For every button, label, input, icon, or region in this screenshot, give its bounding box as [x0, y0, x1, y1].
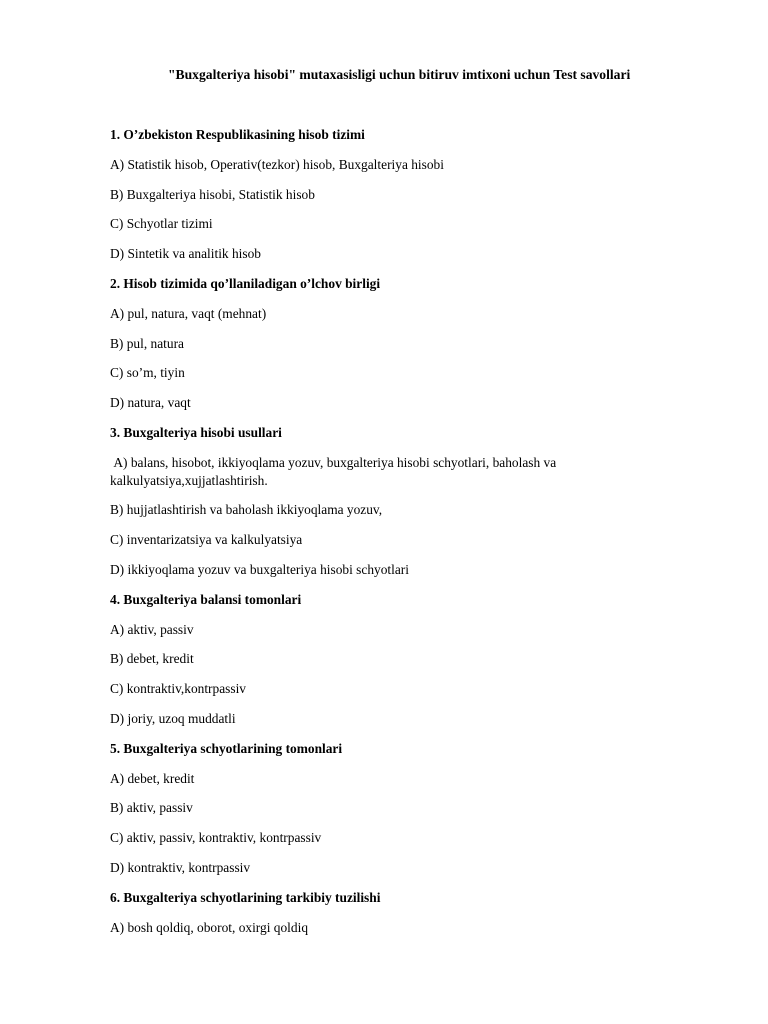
- answer-option: B) Buxgalteriya hisobi, Statistik hisob: [110, 186, 315, 202]
- answer-option: D) ikkiyoqlama yozuv va buxgalteriya hisobi schyotlari: [110, 561, 409, 577]
- question-heading: 1. O’zbekiston Respublikasining hisob tizimi: [110, 127, 365, 142]
- answer-option: B) pul, natura: [110, 335, 185, 351]
- answer-option: C) aktiv, passiv, kontraktiv, kontrpassiv: [110, 830, 322, 846]
- answer-option: D) Sintetik va analitik hisob: [110, 246, 261, 262]
- question-heading: 2. Hisob tizimida qo’llaniladigan o’lchov birligi: [110, 275, 381, 291]
- answer-option: B) aktiv, passiv: [110, 800, 193, 816]
- answer-option: D) natura, vaqt: [110, 395, 191, 411]
- answer-option: A) pul, natura, vaqt (mehnat): [110, 305, 267, 321]
- answer-option: C) so’m, tiyin: [110, 365, 185, 381]
- question-heading: 5. Buxgalteriya schyotlarining tomonlari: [110, 740, 343, 756]
- answer-option: A) bosh qoldiq, oborot, oxirgi qoldiq: [110, 919, 309, 935]
- document-title: "Buxgalteriya hisobi" mutaxasisligi uchun bitiruv imtixoni uchun Test savollari: [168, 67, 631, 82]
- answer-option: C) inventarizatsiya va kalkulyatsiya: [110, 532, 303, 548]
- answer-option: A) Statistik hisob, Operativ(tezkor) hisob, Buxgalteriya hisobi: [110, 156, 444, 172]
- question-heading: 6. Buxgalteriya schyotlarining tarkibiy tuzilishi: [110, 889, 381, 905]
- question-list: [110, 126, 710, 948]
- answer-option: A) debet, kredit: [110, 770, 195, 786]
- answer-option: C) Schyotlar tizimi: [110, 216, 213, 232]
- question-heading: 3. Buxgalteriya hisobi usullari: [110, 424, 282, 440]
- answer-option: C) kontraktiv,kontrpassiv: [110, 681, 246, 697]
- question-heading: 4. Buxgalteriya balansi tomonlari: [110, 591, 302, 607]
- answer-option: B) hujjatlashtirish va baholash ikkiyoqlama yozuv,: [110, 502, 383, 518]
- answer-option: A) aktiv, passiv: [110, 621, 194, 637]
- answer-option: D) kontraktiv, kontrpassiv: [110, 859, 251, 875]
- answer-option: A) balans, hisobot, ikkiyoqlama yozuv, buxgalteriya hisobi schyotlari, baholash va kalkulyatsiya,xujjatlashtirish.: [110, 454, 560, 488]
- answer-option: D) joriy, uzoq muddatli: [110, 710, 236, 726]
- answer-option: B) debet, kredit: [110, 651, 194, 667]
